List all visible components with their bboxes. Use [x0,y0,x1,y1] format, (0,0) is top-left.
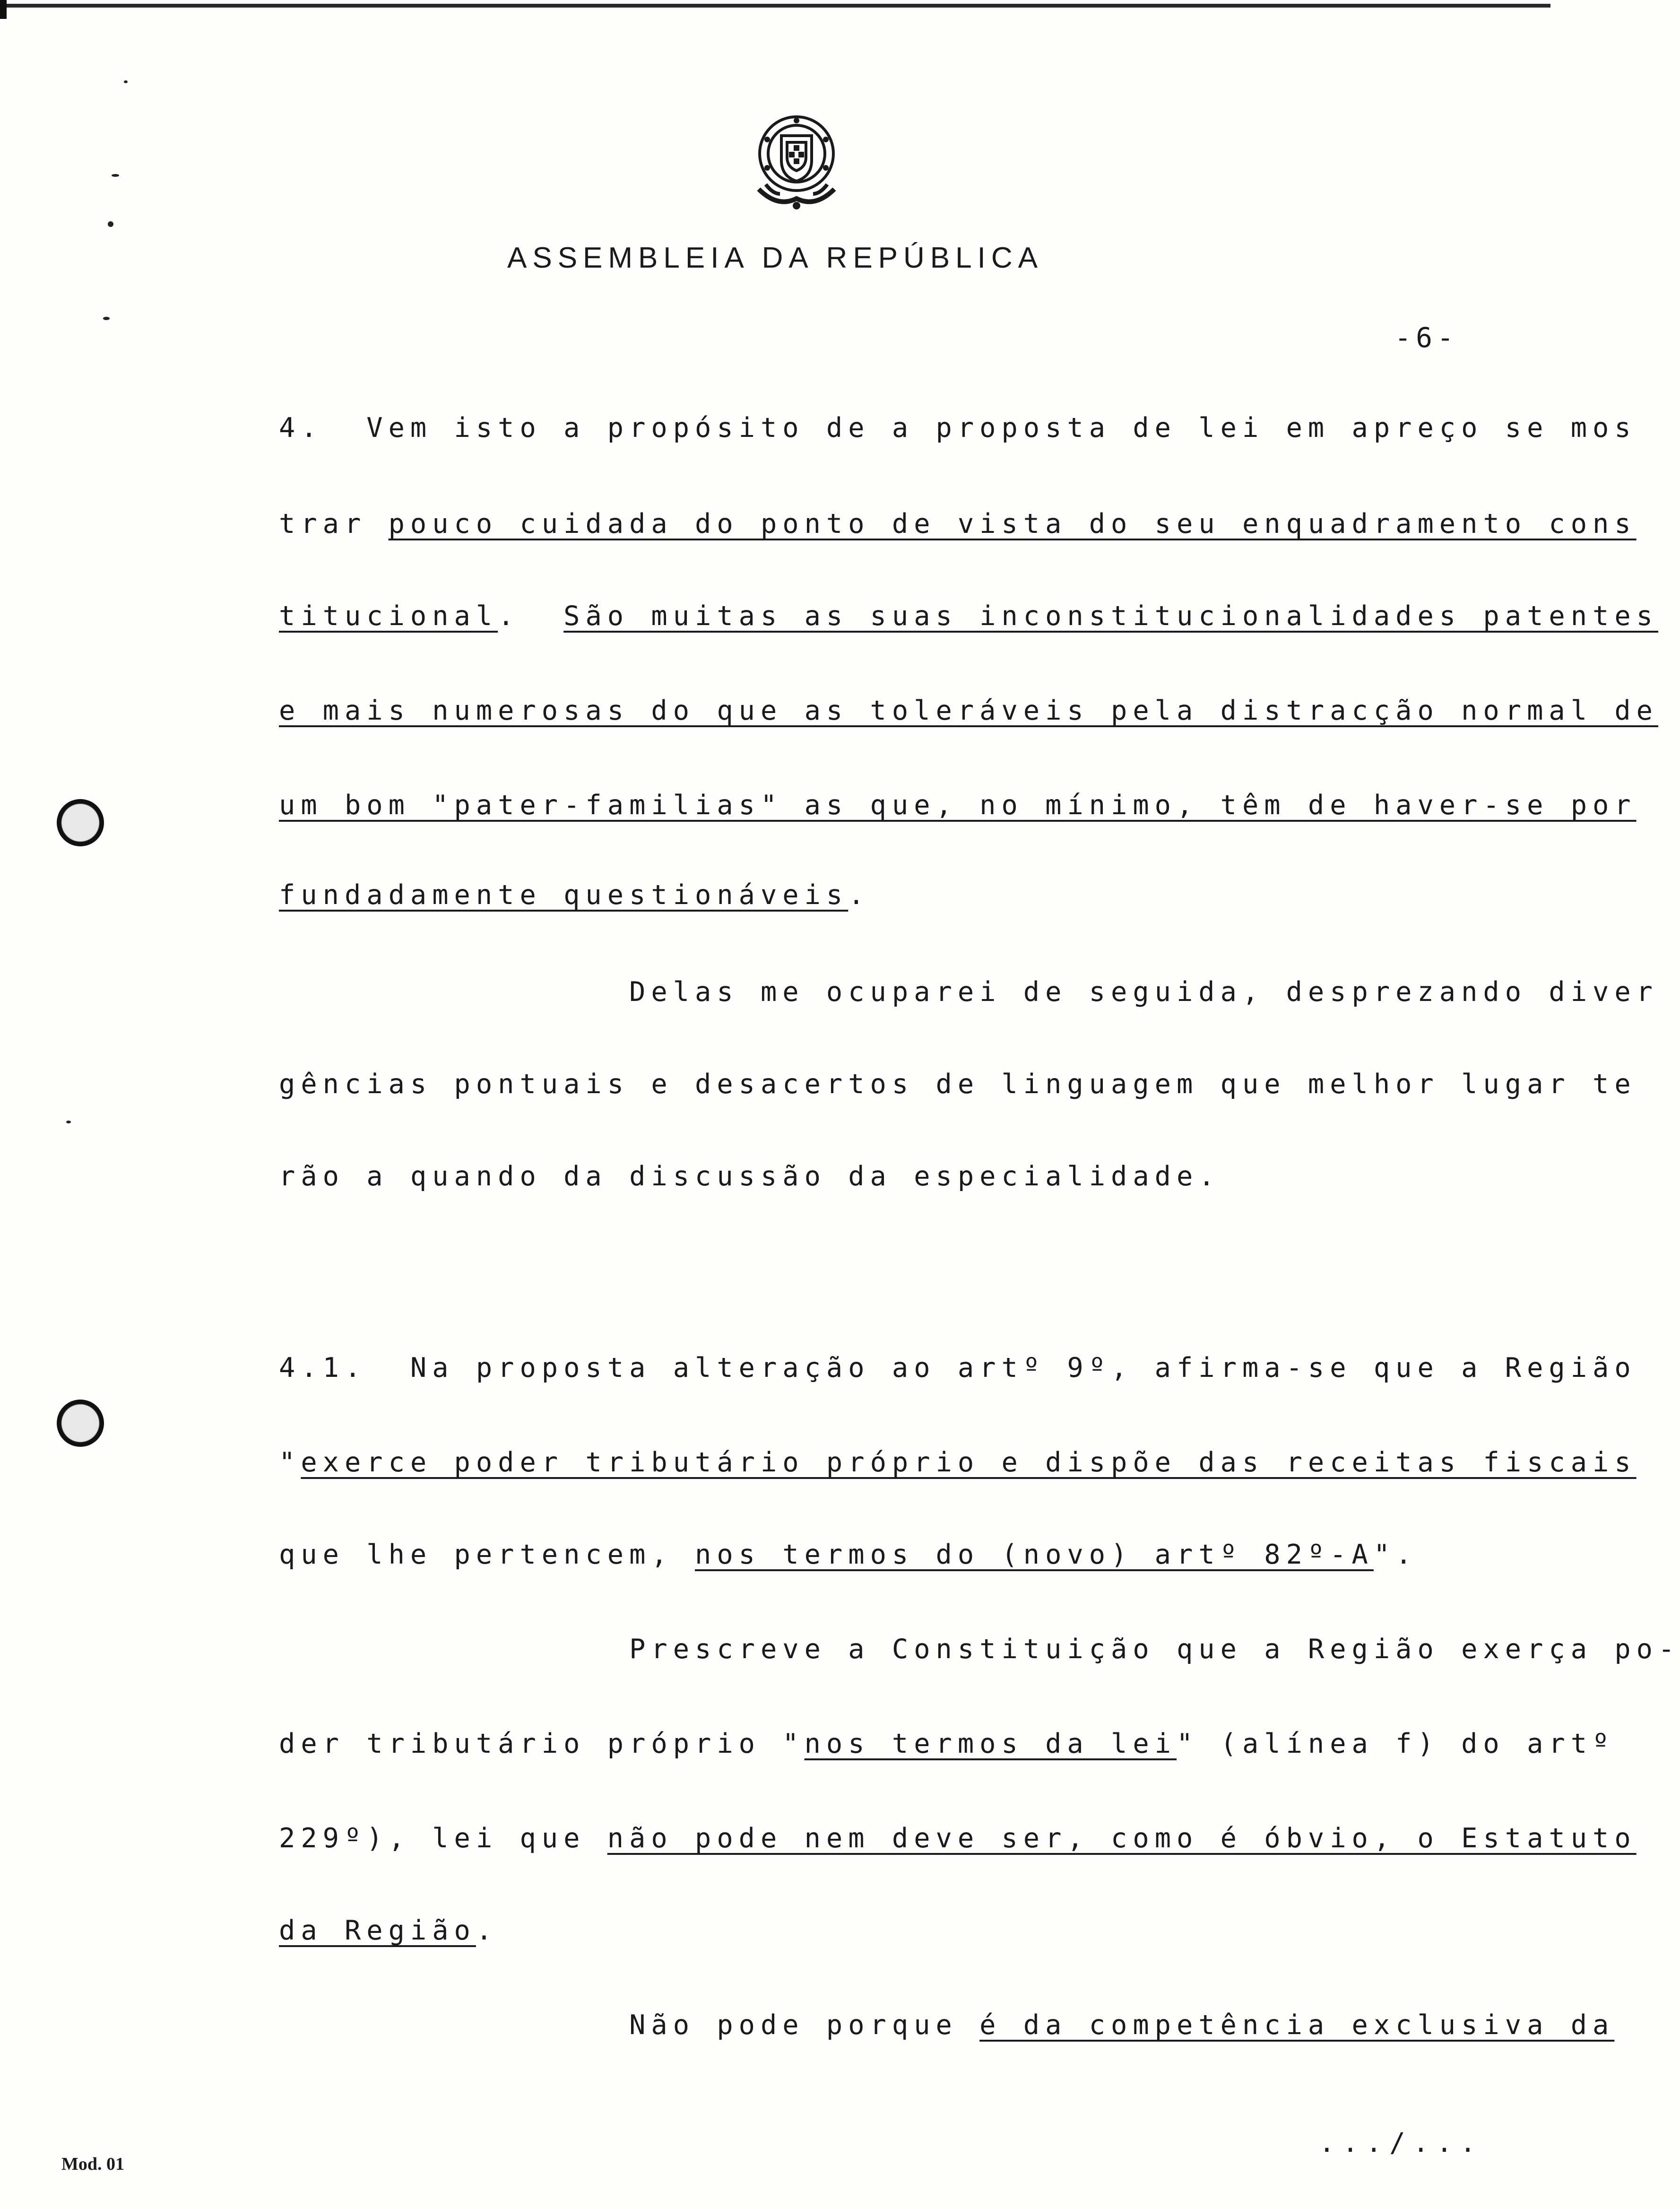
text-line [279,695,1658,726]
text-segment: gências pontuais e desacertos de linguagem que melhor lugar te [279,1069,1637,1100]
underlined-text: nos termos do (novo) artº 82º-A [695,1539,1374,1570]
underlined-text: e mais numerosas do que as toleráveis pela distracção normal de [279,695,1658,726]
page-number: -6- [1394,322,1458,354]
top-scan-border [0,0,1550,12]
text-line [279,2009,1615,2041]
underlined-text: um bom "pater-familias" as que, no mínimo, têm de haver-se por [279,790,1637,821]
text-line [279,976,1658,1008]
text-segment: . [476,1915,498,1946]
underlined-text: exerce poder tributário próprio e dispõe das receitas fiscais [301,1447,1637,1478]
text-line [279,1352,1637,1383]
underlined-text: é da competência exclusiva da [979,2009,1615,2041]
text-segment: 229º), lei que [279,1823,607,1854]
scan-speck [108,221,113,227]
coat-of-arms-icon [740,106,853,220]
text-line [279,1539,1475,1570]
text-segment: trar [279,508,389,539]
text-segment: 4. Vem isto a propósito de a proposta de lei em apreço se mos [279,412,1637,444]
scan-speck [124,80,128,83]
scan-speck [66,1121,71,1123]
continuation-mark: .../... [1319,2128,1484,2158]
underlined-text: São muitas as suas inconstitucionalidades patentes [563,600,1658,632]
text-segment: . [848,879,870,911]
text-segment: rão a quando da discussão da especialidade. [279,1161,1221,1192]
text-segment: " (alínea f) do artº [1177,1728,1615,1759]
underlined-text: nos termos da lei [804,1728,1177,1759]
text-line [279,879,1475,911]
form-code: Mod. 01 [61,2154,124,2174]
text-segment: " [279,1447,301,1478]
text-line [279,600,1658,632]
text-segment: Delas me ocuparei de seguida, desprezando diver [279,976,1658,1008]
text-segment: ". [1373,1539,1418,1570]
punch-hole [57,1400,104,1447]
text-line [279,508,1637,539]
text-segment: que lhe pertencem, [279,1539,695,1570]
text-line [279,412,1637,444]
text-segment: der tributário próprio " [279,1728,805,1759]
text-line [279,1915,1475,1946]
text-line [279,1447,1637,1478]
text-line [279,1823,1637,1854]
institution-title: ASSEMBLEIA DA REPÚBLICA [507,242,1043,274]
text-line [279,1728,1615,1759]
underlined-text: pouco cuidada do ponto de vista do seu enquadramento cons [388,508,1637,539]
underlined-text: titucional [279,600,498,632]
text-line [279,790,1637,821]
text-line [279,1069,1637,1100]
scan-speck [103,317,110,320]
text-line [279,1634,1680,1665]
underlined-text: não pode nem deve ser, como é óbvio, o Estatuto [607,1823,1637,1854]
scan-speck [112,174,119,177]
text-line [279,1161,1475,1192]
text-segment: Não pode porque [279,2009,980,2041]
text-segment: . [498,600,564,632]
punch-hole [57,799,104,846]
text-segment: Prescreve a Constituição que a Região exerça po- [279,1634,1680,1665]
underlined-text: fundadamente questionáveis [279,879,849,911]
text-segment: 4.1. Na proposta alteração ao artº 9º, afirma-se que a Região [279,1352,1637,1383]
underlined-text: da Região [279,1915,476,1946]
